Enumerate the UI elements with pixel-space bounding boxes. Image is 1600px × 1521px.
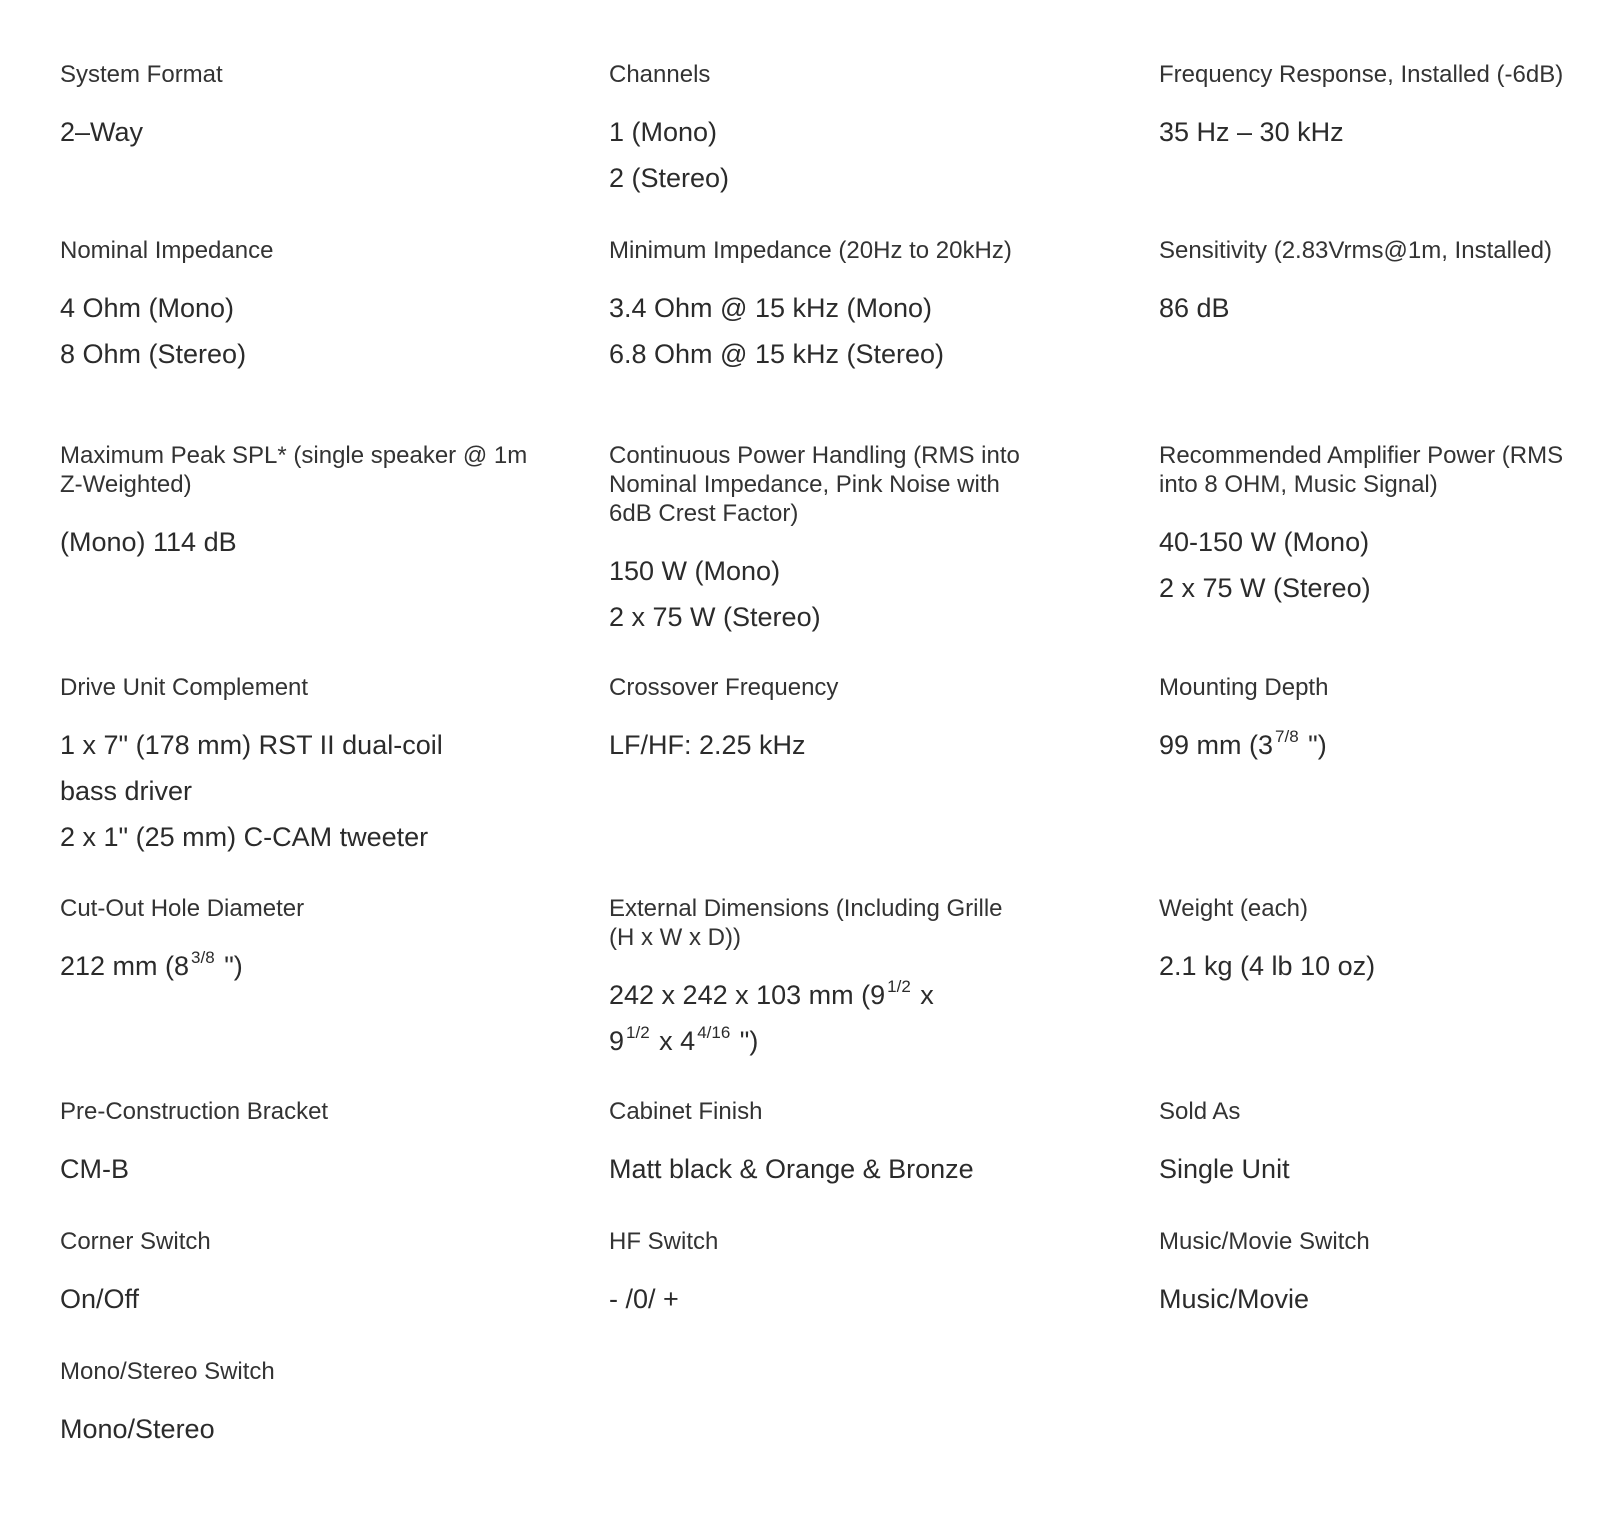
value-text: ") (1300, 730, 1327, 760)
spec-label: Weight (each) (1159, 895, 1308, 922)
value-text: ") (216, 951, 243, 981)
spec-label: Sensitivity (2.83Vrms@1m, Installed) (1159, 237, 1552, 264)
spec-value: On/Off (60, 1284, 140, 1314)
spec-value: CM-B (60, 1154, 129, 1184)
spec-value: 86 dB (1159, 293, 1230, 323)
spec-sold-as (1159, 1097, 1579, 1192)
spec-label: Drive Unit Complement (60, 674, 309, 701)
spec-channels (609, 60, 1029, 201)
spec-pre-construction-bracket (60, 1097, 530, 1192)
spec-value: (Mono) 114 dB (60, 527, 237, 557)
spec-label: HF Switch (609, 1228, 719, 1255)
spec-value (60, 943, 530, 989)
value-text: 99 mm (3 (1159, 730, 1274, 760)
spec-mono-stereo-switch (60, 1357, 530, 1452)
spec-value: 2 x 1" (25 mm) C-CAM tweeter (60, 822, 429, 852)
spec-mounting-depth (1159, 673, 1579, 768)
spec-label: Maximum Peak SPL* (single speaker @ 1m Z-Weighted) (60, 442, 528, 498)
spec-value: 35 Hz – 30 kHz (1159, 117, 1344, 147)
spec-value: 3.4 Ohm @ 15 kHz (Mono) (609, 293, 933, 323)
spec-label: Cabinet Finish (609, 1098, 763, 1125)
spec-label: Corner Switch (60, 1228, 211, 1255)
spec-crossover-frequency (609, 673, 1029, 768)
spec-cut-out-hole-diameter (60, 894, 530, 989)
spec-value: 2 x 75 W (Stereo) (1159, 573, 1371, 603)
value-text: 242 x 242 x 103 mm (9 (609, 980, 886, 1010)
fraction: 1/2 (626, 1023, 650, 1042)
spec-value: 40-150 W (Mono) (1159, 527, 1370, 557)
value-text: 212 mm (8 (60, 951, 190, 981)
fraction: 4/16 (697, 1023, 731, 1042)
spec-value (609, 972, 979, 1064)
spec-system-format (60, 60, 530, 155)
spec-value: 1 x 7" (178 mm) RST II dual-coil bass driver (60, 730, 443, 806)
spec-value: 2–Way (60, 117, 144, 147)
spec-external-dimensions (609, 894, 1029, 1064)
spec-value: Music/Movie (1159, 1284, 1310, 1314)
spec-label: Cut-Out Hole Diameter (60, 895, 305, 922)
spec-value: 150 W (Mono) (609, 556, 781, 586)
spec-label: Channels (609, 61, 711, 88)
spec-label: Music/Movie Switch (1159, 1228, 1370, 1255)
spec-label: Nominal Impedance (60, 237, 274, 264)
spec-label: Sold As (1159, 1098, 1241, 1125)
spec-value: - /0/ + (609, 1284, 679, 1314)
spec-value: 6.8 Ohm @ 15 kHz (Stereo) (609, 339, 945, 369)
spec-value: Single Unit (1159, 1154, 1290, 1184)
spec-value (1159, 722, 1579, 768)
spec-nominal-impedance (60, 236, 530, 377)
fraction: 7/8 (1275, 727, 1299, 746)
spec-label: Recommended Amplifier Power (RMS into 8 OHM, Music Signal) (1159, 442, 1564, 498)
spec-value: Mono/Stereo (60, 1414, 215, 1444)
spec-value: 2.1 kg (4 lb 10 oz) (1159, 951, 1376, 981)
spec-label: Minimum Impedance (20Hz to 20kHz) (609, 237, 1012, 264)
spec-value: 1 (Mono) (609, 117, 718, 147)
spec-value: 4 Ohm (Mono) (60, 293, 235, 323)
spec-value: Matt black & Orange & Bronze (609, 1154, 974, 1184)
spec-maximum-peak-spl (60, 441, 530, 565)
spec-label: Mono/Stereo Switch (60, 1358, 275, 1385)
spec-label: System Format (60, 61, 223, 88)
spec-weight (1159, 894, 1579, 989)
spec-cabinet-finish (609, 1097, 1029, 1192)
fraction: 3/8 (191, 948, 215, 967)
spec-recommended-amplifier-power (1159, 441, 1579, 611)
spec-value: LF/HF: 2.25 kHz (609, 730, 806, 760)
spec-frequency-response (1159, 60, 1579, 155)
spec-label: Pre-Construction Bracket (60, 1098, 329, 1125)
spec-continuous-power-handling (609, 441, 1029, 640)
spec-music-movie-switch (1159, 1227, 1579, 1322)
spec-minimum-impedance (609, 236, 1029, 377)
spec-sensitivity (1159, 236, 1579, 331)
spec-label: Continuous Power Handling (RMS into Nominal Impedance, Pink Noise with 6dB Crest Factor) (609, 442, 1020, 527)
spec-hf-switch (609, 1227, 1029, 1322)
value-text: ") (732, 1026, 759, 1056)
spec-label: Mounting Depth (1159, 674, 1329, 701)
spec-label: Crossover Frequency (609, 674, 839, 701)
spec-corner-switch (60, 1227, 530, 1322)
value-text: x 4 (651, 1026, 696, 1056)
spec-label: Frequency Response, Installed (-6dB) (1159, 61, 1564, 88)
spec-label: External Dimensions (Including Grille (H x W x D)) (609, 895, 1003, 951)
spec-value: 2 x 75 W (Stereo) (609, 602, 821, 632)
spec-value: 8 Ohm (Stereo) (60, 339, 247, 369)
spec-value: 2 (Stereo) (609, 163, 730, 193)
fraction: 1/2 (887, 977, 911, 996)
value-text: x 9 (609, 980, 934, 1056)
spec-drive-unit-complement (60, 673, 530, 860)
